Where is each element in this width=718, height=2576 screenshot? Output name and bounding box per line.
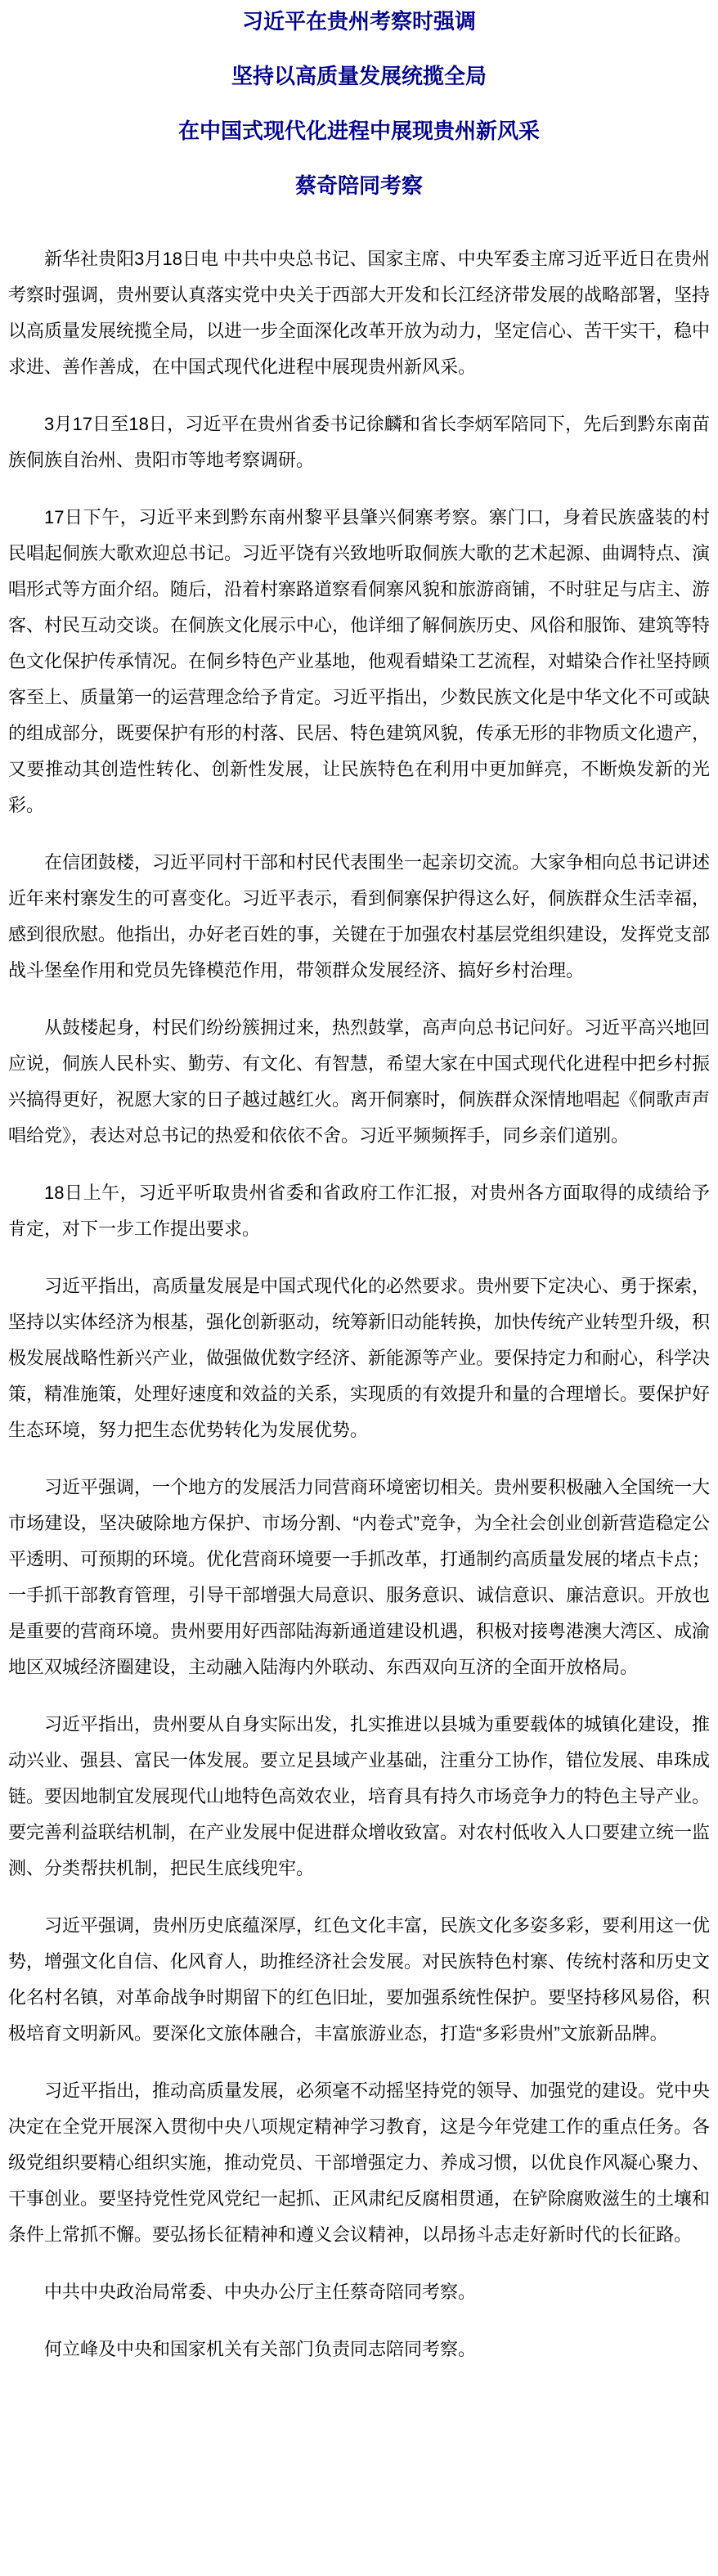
article-paragraph: 习近平指出，高质量发展是中国式现代化的必然要求。贵州要下定决心、勇于探索，坚持以实体经济为根基，强化创新驱动，统筹新旧动能转换，加快传统产业转型升级，积极发展战略性新兴产业，做强做优数字经济、新能源等产业。要保持定力和耐心，科学决策，精准施策，处理好速度和效益的关系，实现质的有效提升和量的合理增长。要保护好生态环境，努力把生态优势转化为发展优势。	[8, 1276, 711, 1440]
title-line-3: 在中国式现代化进程中展现贵州新风采	[177, 119, 540, 143]
article-paragraph-escort-others: 何立峰及中央和国家机关有关部门负责同志陪同考察。	[44, 2339, 477, 2359]
article-paragraph: 18日上午，习近平听取贵州省委和省政府工作汇报，对贵州各方面取得的成绩给予肯定，对下一步工作提出要求。	[8, 1183, 710, 1239]
article-paragraph: 习近平强调，一个地方的发展活力同营商环境密切相关。贵州要积极融入全国统一大市场建设，坚决破除地方保护、市场分割、“内卷式”竞争，为全社会创业创新营造稳定公平透明、可预期的环境。优化营商环境要一手抓改革，打通制约高质量发展的堵点卡点；一手抓干部教育管理，引导干部增强大局意识、服务意识、诚信意识、廉洁意识。开放也是重要的营商环境。贵州要用好西部陆海新通道建设机遇，积极对接粤港澳大湾区、成渝地区双城经济圈建设，主动融入陆海内外联动、东西双向互济的全面开放格局。	[8, 1477, 711, 1677]
article-paragraph-dateline: 新华社贵阳3月18日电 中共中央总书记、国家主席、中央军委主席习近平近日在贵州考察时强调，贵州要认真落实党中央关于西部大开发和长江经济带发展的战略部署，坚持以高质量发展统揽全局，以进一步全面深化改革开放为动力，坚定信心、苦干实干，稳中求进、善作善成，在中国式现代化进程中展现贵州新风采。	[8, 249, 711, 377]
title-line-1: 习近平在贵州考察时强调	[241, 9, 476, 34]
article-paragraph: 习近平指出，贵州要从自身实际出发，扎实推进以县城为重要载体的城镇化建设，推动兴业、强县、富民一体发展。要立足县域产业基础，注重分工协作，错位发展、串珠成链。要因地制宜发展现代山地特色高效农业，培育具有持久市场竞争力的特色主导产业。要完善利益联结机制，在产业发展中促进群众增收致富。对农村低收入人口要建立统一监测、分类帮扶机制，把民生底线兜牢。	[8, 1714, 711, 1878]
article-paragraph: 习近平指出，推动高质量发展，必须毫不动摇坚持党的领导、加强党的建设。党中央决定在全党开展深入贯彻中央八项规定精神学习教育，这是今年党建工作的重点任务。各级党组织要精心组织实施，推动党员、干部增强定力、养成习惯，以优良作风凝心聚力、干事创业。要坚持党性党风党纪一起抓、正风肃纪反腐相贯通，在铲除腐败滋生的土壤和条件上常抓不懈。要弘扬长征精神和遵义会议精神，以昂扬斗志走好新时代的长征路。	[8, 2080, 711, 2245]
article-paragraph: 17日下午，习近平来到黔东南州黎平县肇兴侗寨考察。寨门口，身着民族盛装的村民唱起侗族大歌欢迎总书记。习近平饶有兴致地听取侗族大歌的艺术起源、曲调特点、演唱形式等方面介绍。随后，沿着村寨路道察看侗寨风貌和旅游商铺，不时驻足与店主、游客、村民互动交谈。在侗族文化展示中心，他详细了解侗族历史、风俗和服饰、建筑等特色文化保护传承情况。在侗乡特色产业基地，他观看蜡染工艺流程，对蜡染合作社坚持顾客至上、质量第一的运营理念给予肯定。习近平指出，少数民族文化是中华文化不可或缺的组成部分，既要保护有形的村落、民居、特色建筑风貌，传承无形的非物质文化遗产，又要推动其创造性转化、创新性发展，让民族特色在利用中更加鲜亮，不断焕发新的光彩。	[8, 507, 711, 815]
article-paragraph: 3月17日至18日，习近平在贵州省委书记徐麟和省长李炳军陪同下，先后到黔东南苗族侗族自治州、贵阳市等地考察调研。	[8, 414, 710, 470]
article-paragraph-escort-caiqi: 中共中央政治局常委、中央办公厅主任蔡奇陪同考察。	[44, 2282, 477, 2302]
title-line-2: 坚持以高质量发展统揽全局	[231, 64, 487, 88]
article-paragraph: 从鼓楼起身，村民们纷纷簇拥过来，热烈鼓掌，高声向总书记问好。习近平高兴地回应说，侗族人民朴实、勤劳、有文化、有智慧，希望大家在中国式现代化进程中把乡村振兴搞得更好，祝愿大家的日子越过越红火。离开侗寨时，侗族群众深情地唱起《侗歌声声唱给党》，表达对总书记的热爱和依依不舍。习近平频频挥手，同乡亲们道别。	[8, 1017, 711, 1146]
article-title-block	[0, 10, 718, 197]
article-paragraph: 在信团鼓楼，习近平同村干部和村民代表围坐一起亲切交流。大家争相向总书记讲述近年来村寨发生的可喜变化。习近平表示，看到侗寨保护得这么好，侗族群众生活幸福，感到很欣慰。他指出，办好老百姓的事，关键在于加强农村基层党组织建设，发挥党支部战斗堡垒作用和党员先锋模范作用，带领群众发展经济、搞好乡村治理。	[8, 852, 711, 981]
article-paragraph: 习近平强调，贵州历史底蕴深厚，红色文化丰富，民族文化多姿多彩，要利用这一优势，增强文化自信、化风育人，助推经济社会发展。对民族特色村寨、传统村落和历史文化名村名镇，对革命战争时期留下的红色旧址，要加强系统性保护。要坚持移风易俗，积极培育文明新风。要深化文旅体融合，丰富旅游业态，打造“多彩贵州”文旅新品牌。	[8, 1915, 711, 2044]
article-body	[0, 241, 718, 2367]
title-line-4: 蔡奇陪同考察	[294, 173, 423, 198]
